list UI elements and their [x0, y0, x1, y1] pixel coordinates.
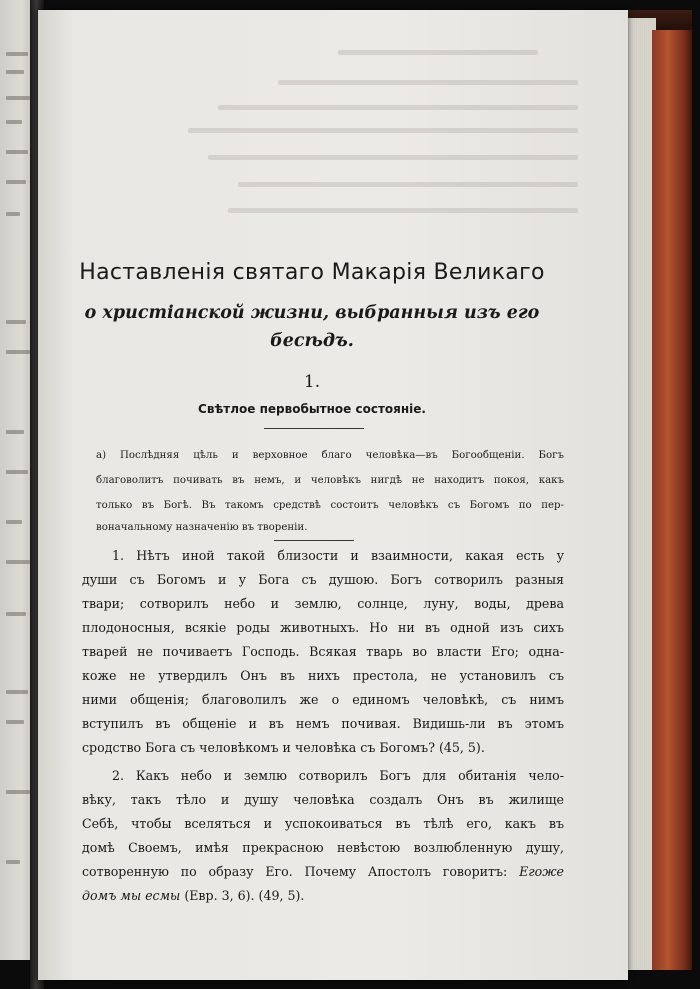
paragraph-text: сотворенную по образу Его. Почему Апостолъ говоритъ: [82, 864, 508, 879]
summary-line: только въ Богѣ. Въ такомъ средствѣ состоитъ человѣкъ съ Богомъ по пер- [96, 500, 564, 511]
left-page-text [6, 150, 28, 154]
chapter-subtitle: о христіанской жизни, выбранныя изъ его [84, 303, 540, 323]
scripture-quote: Егоже [519, 864, 564, 879]
divider [264, 428, 364, 429]
left-page-text [6, 350, 30, 354]
left-page-text [6, 560, 30, 564]
left-page-text [6, 96, 30, 100]
paragraph-line: сродство Бога съ человѣкомъ и человѣка съ Богомъ? (45, 5). [82, 740, 485, 755]
left-page-text [6, 790, 30, 794]
summary-line: а) Послѣдняя цѣль и верховное благо человѣка—въ Богообщеніи. Богъ [96, 450, 564, 461]
paragraph-line: души съ Богомъ и у Бога съ душою. Богъ сотворилъ разныя [82, 572, 564, 587]
left-page-text [6, 120, 22, 124]
divider [274, 540, 354, 541]
chapter-subtitle-end: бесѣдъ. [270, 331, 354, 351]
bleed-through [238, 182, 578, 187]
paragraph-line: домѣ Своемъ, имѣя прекрасною невѣстою возлюбленную душу, [82, 840, 564, 855]
paragraph-line: вступилъ въ общеніе и въ немъ почивая. Видишь-ли въ этомъ [82, 716, 564, 731]
paragraph-line-with-quote [82, 864, 564, 879]
paragraph-line: 1. Нѣтъ иной такой близости и взаимности, какая есть у [112, 548, 564, 563]
bleed-through [228, 208, 578, 213]
paragraph-line: плодоносныя, всякіе роды животныхъ. Но ни въ одной изъ сихъ [82, 620, 564, 635]
left-page-text [6, 612, 26, 616]
left-page-text [6, 520, 22, 524]
paragraph-line: 2. Какъ небо и землю сотворилъ Богъ для обитанія чело- [112, 768, 564, 783]
left-page-text [6, 470, 28, 474]
bleed-through [278, 80, 578, 85]
paragraph-line: вѣку, такъ тѣло и душу человѣка создалъ Онъ въ жилище [82, 792, 564, 807]
paragraph-line: Себѣ, чтобы вселяться и успокоиваться въ тѣлѣ его, какъ въ [82, 816, 564, 831]
left-page-text [6, 52, 28, 56]
paragraph-line: твари; сотворилъ небо и землю, солнце, луну, воды, древа [82, 596, 564, 611]
left-page-text [6, 720, 24, 724]
book-cover-side [652, 30, 692, 970]
section-title: Свѣтлое первобытное состояніе. [198, 402, 426, 416]
paragraph-line: тварей не почиваетъ Господь. Всякая тварь во власти Его; одна- [82, 644, 564, 659]
paragraph-line: коже не утвердилъ Онъ въ нихъ престола, не установилъ съ [82, 668, 564, 683]
left-page-text [6, 320, 26, 324]
bleed-through [338, 50, 538, 55]
bleed-through [208, 155, 578, 160]
left-page-text [6, 430, 24, 434]
bleed-through [188, 128, 578, 133]
left-page-text [6, 690, 28, 694]
left-page-text [6, 860, 20, 864]
scripture-quote: домъ мы есмы [82, 888, 181, 903]
left-page-text [6, 212, 20, 216]
paragraph-line-with-quote [82, 888, 564, 903]
paragraph-line: ними общенія; благоволилъ же о единомъ человѣкѣ, съ нимъ [82, 692, 564, 707]
scripture-reference: (Евр. 3, 6). (49, 5). [184, 888, 305, 903]
bleed-through [218, 105, 578, 110]
left-page-text [6, 70, 24, 74]
left-page-text [6, 180, 26, 184]
summary-line: воначальному назначенію въ твореніи. [96, 522, 308, 533]
chapter-title: Наставленія святаго Макарія Великаго [79, 260, 545, 285]
book-page [38, 10, 628, 980]
summary-line: благоволитъ почивать въ немъ, и человѣкъ нигдѣ не находитъ покоя, какъ [96, 475, 564, 486]
section-number: 1. [303, 372, 321, 392]
